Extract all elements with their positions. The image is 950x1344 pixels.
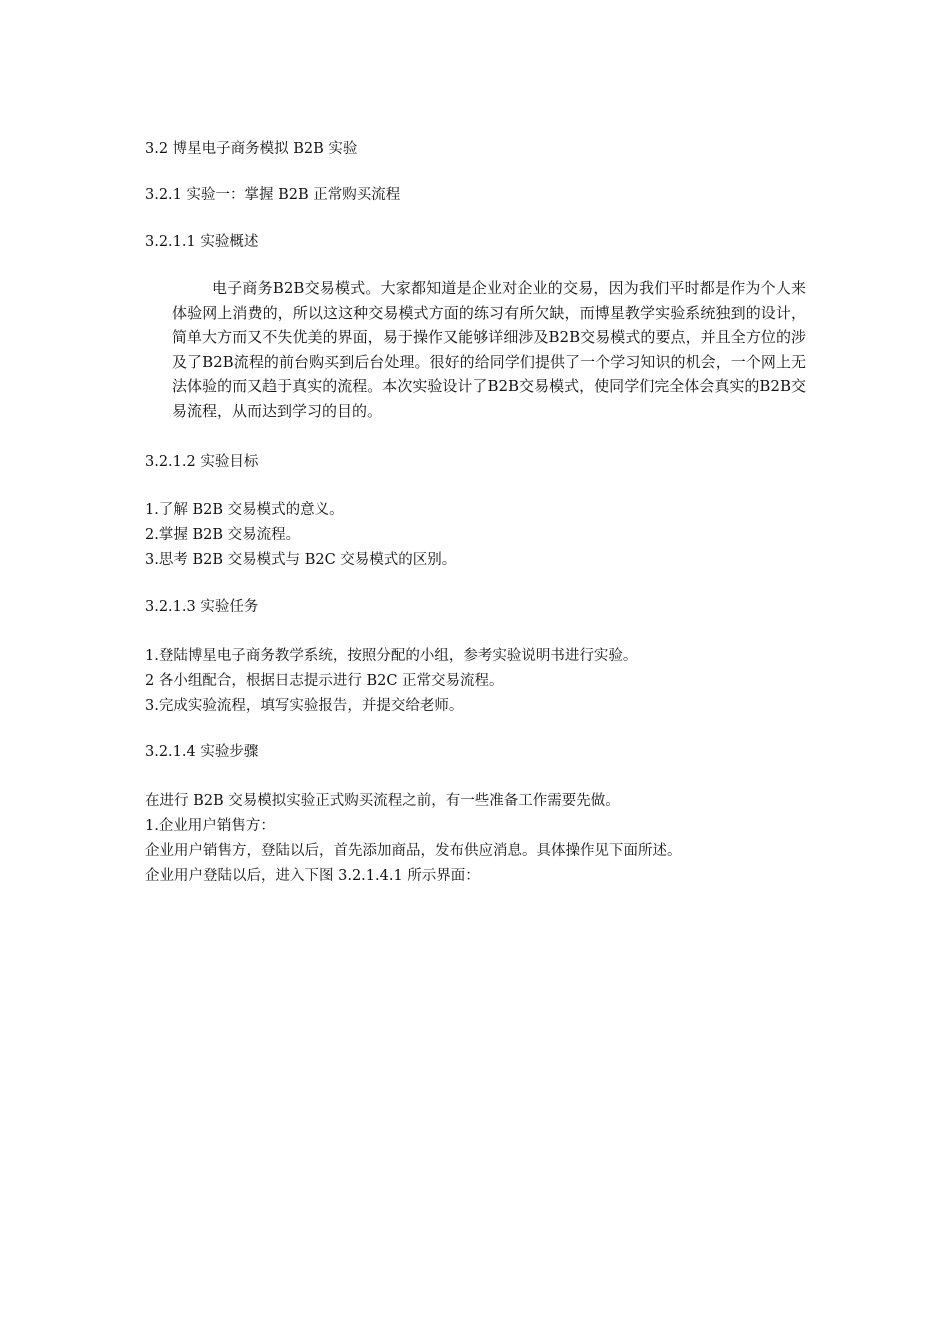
heading-steps: 3.2.1.4 实验步骤 <box>145 744 259 760</box>
task-item: 3.完成实验流程，填写实验报告，并提交给老师。 <box>145 698 464 714</box>
heading-overview: 3.2.1.1 实验概述 <box>145 234 259 250</box>
overview-paragraph: 电子商务B2B交易模式。大家都知道是企业对企业的交易，因为我们平时都是作为个人来体验网上消费的，所以这这种交易模式方面的练习有所欠缺，而博星教学实验系统独到的设计，简单大方而又不失优美的界面，易于操作又能够详细涉及B2B交易模式的要点，并且全方位的涉及了B2B流程的前台购买到后台处理。很好的给同学们提供了一个学习知识的机会，一个网上无法体验的而又趋于真实的流程。本次实验设计了B2B交易模式，使同学们完全体会真实的B2B交易流程，从而达到学习的目的。 <box>172 279 806 420</box>
goal-item: 3.思考 B2B 交易模式与 B2C 交易模式的区别。 <box>145 552 457 568</box>
heading-section-3-2: 3.2 博星电子商务模拟 B2B 实验 <box>145 141 358 157</box>
steps-line: 企业用户销售方，登陆以后，首先添加商品，发布供应消息。具体操作见下面所述。 <box>145 843 682 859</box>
heading-experiment-1: 3.2.1 实验一：掌握 B2B 正常购买流程 <box>145 187 401 203</box>
goal-item: 1.了解 B2B 交易模式的意义。 <box>145 502 344 518</box>
task-item: 2 各小组配合，根据日志提示进行 B2C 正常交易流程。 <box>145 673 504 689</box>
steps-line: 1.企业用户销售方： <box>145 818 275 834</box>
goal-item: 2.掌握 B2B 交易流程。 <box>145 527 301 543</box>
steps-line: 在进行 B2B 交易模拟实验正式购买流程之前，有一些准备工作需要先做。 <box>145 793 620 809</box>
task-item: 1.登陆博星电子商务教学系统，按照分配的小组，参考实验说明书进行实验。 <box>145 648 638 664</box>
heading-goals: 3.2.1.2 实验目标 <box>145 454 259 470</box>
steps-line: 企业用户登陆以后，进入下图 3.2.1.4.1 所示界面： <box>145 868 480 884</box>
heading-tasks: 3.2.1.3 实验任务 <box>145 599 259 615</box>
